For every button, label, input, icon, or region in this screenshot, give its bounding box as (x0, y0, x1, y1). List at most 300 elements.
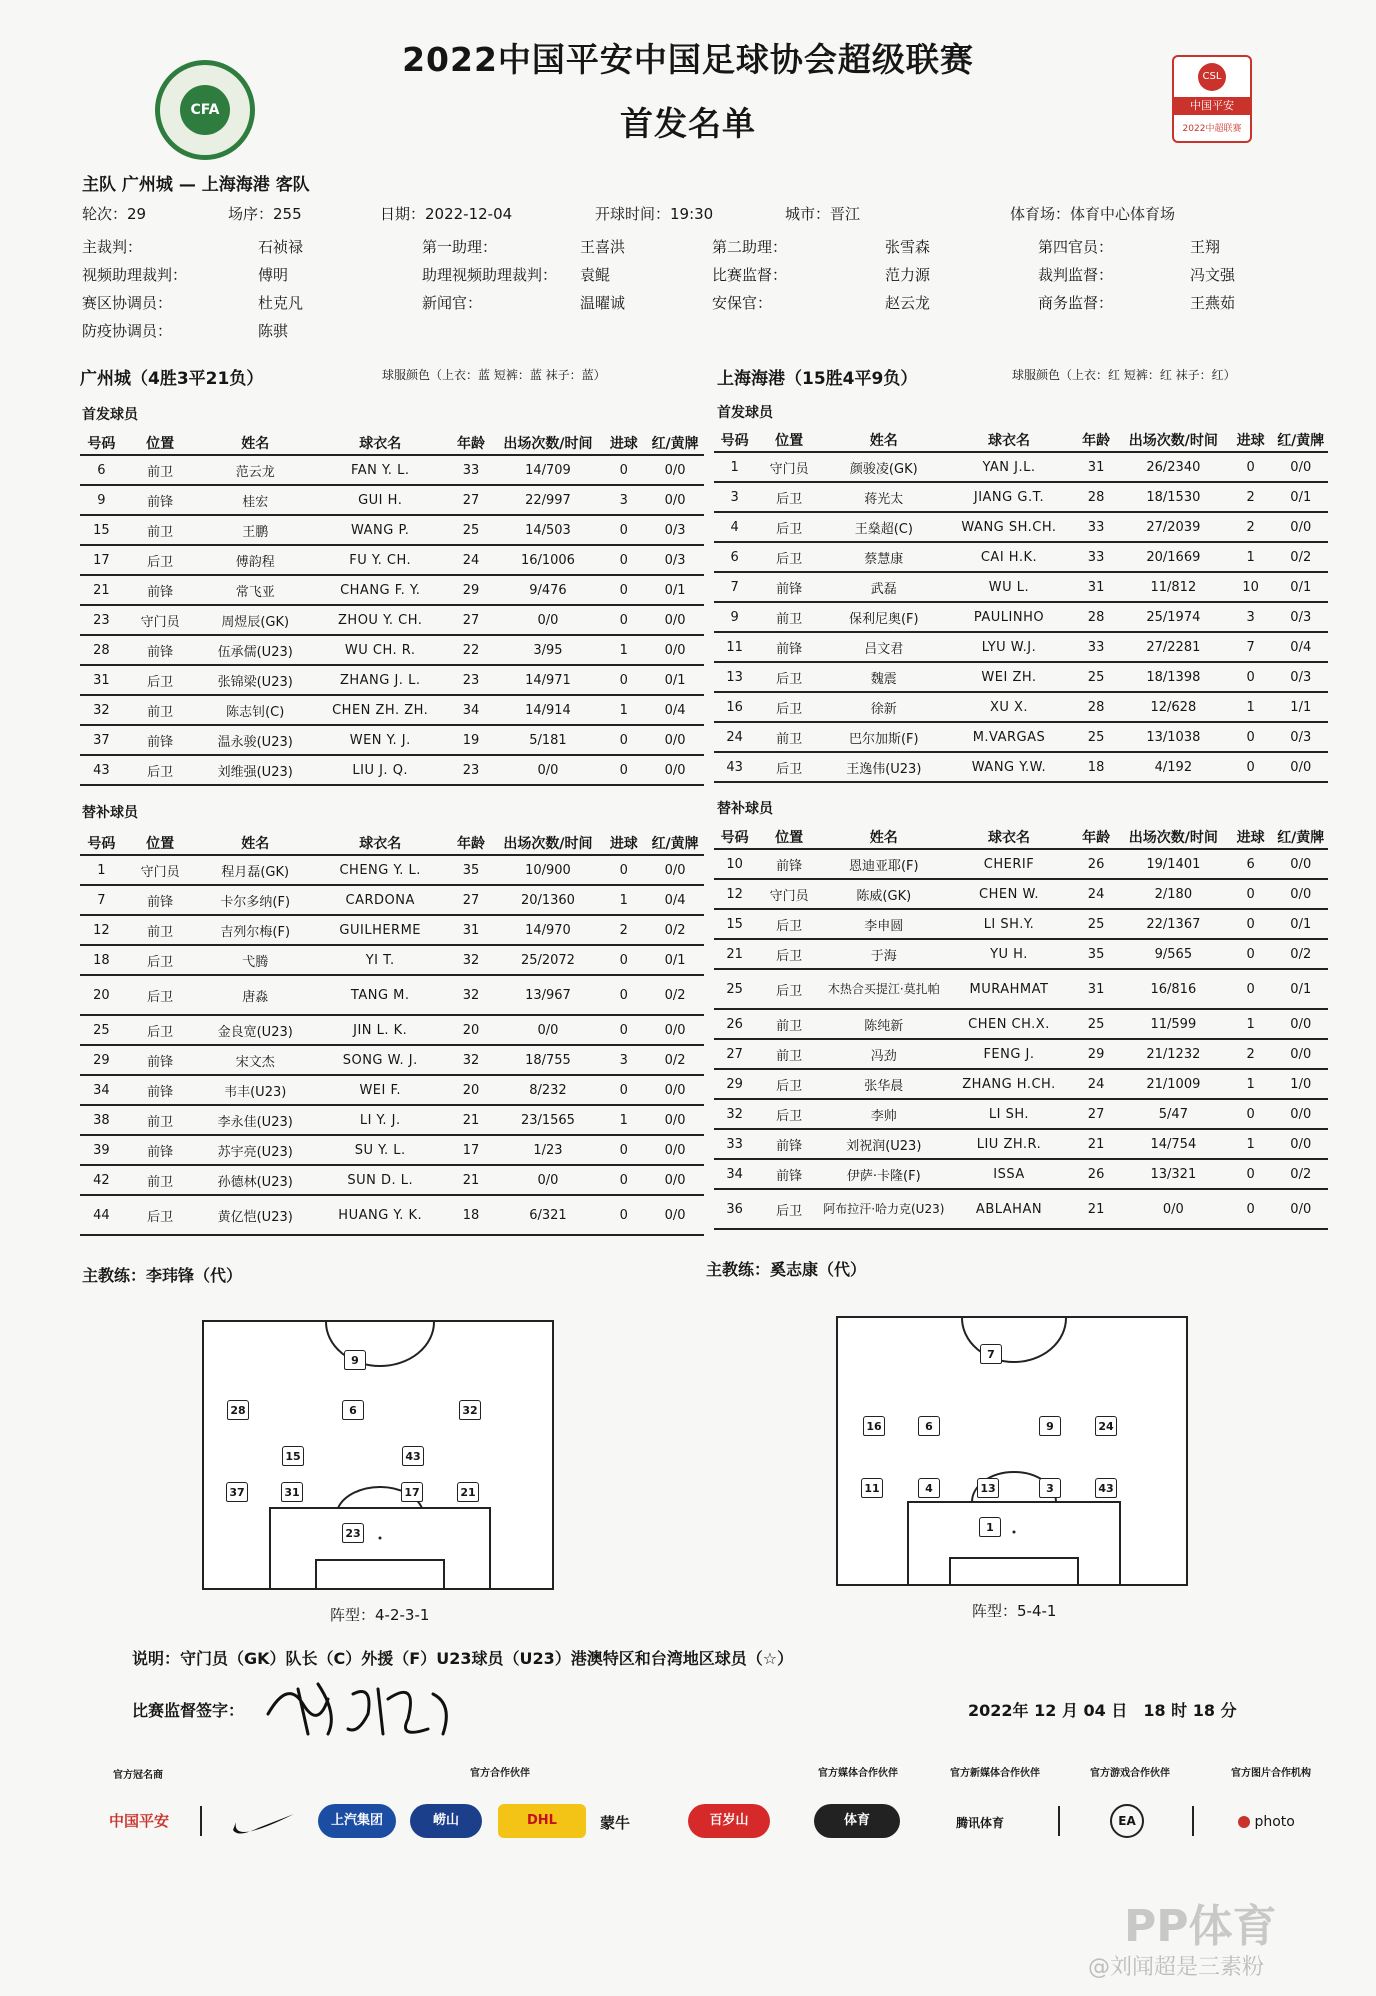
player-name: 王逸伟(U23) (823, 752, 945, 782)
player-goals: 6 (1228, 849, 1274, 879)
player-appearances: 4/192 (1119, 752, 1228, 782)
column-header: 号码 (80, 832, 123, 855)
player-position: 前卫 (123, 455, 198, 485)
player-appearances: 11/599 (1119, 1009, 1228, 1039)
player-name: 傅韵程 (198, 545, 313, 575)
player-age: 33 (1073, 542, 1119, 572)
player-row (80, 515, 704, 545)
ar2-label: 第二助理： (712, 238, 788, 256)
player-name: 周煜辰(GK) (198, 605, 313, 635)
player-appearances: 16/1006 (495, 545, 602, 575)
player-number: 13 (714, 662, 755, 692)
partner-logo: 蒙牛 (600, 1814, 631, 1832)
home-subs-table (80, 832, 704, 1236)
player-number: 16 (714, 692, 755, 722)
jersey-icon: 21 (457, 1482, 479, 1502)
player-age: 33 (1073, 512, 1119, 542)
player-cards: 0/0 (1274, 752, 1328, 782)
jersey-icon: 9 (1039, 1416, 1061, 1436)
player-shirt-name: ZHANG J. L. (313, 665, 448, 695)
media-partner-label: 官方媒体合作伙伴 (818, 1768, 898, 1779)
home-subs-label: 替补球员 (82, 805, 138, 821)
commercial-supervisor: 王燕茹 (1190, 294, 1236, 312)
column-header: 进球 (601, 832, 646, 855)
player-age: 31 (1073, 969, 1119, 1009)
player-row (714, 482, 1328, 512)
player-age: 24 (1073, 1069, 1119, 1099)
player-shirt-name: FAN Y. L. (313, 455, 448, 485)
player-number: 26 (714, 1009, 755, 1039)
player-name: 伊萨·卡隆(F) (823, 1159, 945, 1189)
player-position: 后卫 (755, 1189, 822, 1229)
column-header: 号码 (80, 432, 123, 455)
player-position: 前锋 (123, 635, 198, 665)
jersey-icon: 17 (401, 1482, 423, 1502)
player-age: 25 (1073, 1009, 1119, 1039)
player-shirt-name: WANG SH.CH. (945, 512, 1073, 542)
player-position: 后卫 (755, 692, 822, 722)
player-cards: 0/3 (1274, 722, 1328, 752)
player-appearances: 0/0 (495, 1165, 602, 1195)
away-kit-colors: 球服颜色（上衣：红 短裤：红 袜子：红） (1012, 368, 1236, 382)
csl-logo (1172, 55, 1252, 143)
player-appearances: 21/1232 (1119, 1039, 1228, 1069)
gaming-partner-logo: EA (1110, 1804, 1144, 1838)
player-cards: 0/1 (646, 665, 704, 695)
referee-supervisor-label: 裁判监督： (1038, 266, 1114, 284)
ar1: 王喜洪 (580, 238, 626, 256)
player-number: 32 (714, 1099, 755, 1129)
player-shirt-name: JIANG G.T. (945, 482, 1073, 512)
away-label: 客队 (275, 175, 310, 195)
player-position: 前卫 (755, 1009, 822, 1039)
security-officer-label: 安保官： (712, 294, 773, 312)
player-cards: 0/0 (1274, 452, 1328, 482)
player-number: 25 (714, 969, 755, 1009)
player-position: 前锋 (755, 1159, 822, 1189)
player-name: 王鹏 (198, 515, 313, 545)
player-row (714, 602, 1328, 632)
column-header: 红/黄牌 (1274, 429, 1328, 452)
player-name: 李永佳(U23) (198, 1105, 313, 1135)
title-sponsor-logo: 中国平安 (108, 1812, 169, 1830)
player-shirt-name: WU CH. R. (313, 635, 448, 665)
home-team-header: 广州城（4胜3平21负） (80, 369, 264, 389)
player-appearances: 10/900 (495, 855, 602, 885)
home-starting-table (80, 432, 704, 786)
kickoff-time: 开球时间：19:30 (595, 205, 714, 223)
player-name: 张华晨 (823, 1069, 945, 1099)
player-position: 前卫 (123, 695, 198, 725)
new-media-partner-logo: 腾讯体育 (956, 1816, 1005, 1830)
watermark-brand: PP体育 (1124, 1901, 1277, 1952)
player-appearances: 14/709 (495, 455, 602, 485)
player-row (80, 605, 704, 635)
jersey-icon: 7 (980, 1344, 1002, 1364)
player-goals: 3 (601, 485, 646, 515)
home-formation: 阵型：4-2-3-1 (330, 1606, 430, 1624)
column-header: 出场次数/时间 (495, 832, 602, 855)
ar1-label: 第一助理： (422, 238, 498, 256)
player-number: 11 (714, 632, 755, 662)
player-position: 前卫 (755, 722, 822, 752)
csl-logo-sub: 2022中超联赛 (1182, 124, 1242, 134)
player-shirt-name: LI SH.Y. (945, 909, 1073, 939)
jersey-icon: 16 (863, 1416, 885, 1436)
player-position: 前锋 (755, 632, 822, 662)
player-name: 苏宇亮(U23) (198, 1135, 313, 1165)
player-row (80, 1135, 704, 1165)
divider (200, 1806, 202, 1836)
player-position: 后卫 (755, 482, 822, 512)
player-row (80, 545, 704, 575)
home-label: 主队 (82, 175, 116, 195)
player-goals: 0 (601, 575, 646, 605)
player-number: 31 (80, 665, 123, 695)
player-row (714, 752, 1328, 782)
player-appearances: 0/0 (1119, 1189, 1228, 1229)
player-goals: 0 (1228, 752, 1274, 782)
player-name: 李申圆 (823, 909, 945, 939)
photo-dot-icon (1238, 1816, 1250, 1828)
player-position: 前卫 (755, 1039, 822, 1069)
player-number: 1 (714, 452, 755, 482)
column-header: 姓名 (198, 832, 313, 855)
player-row (714, 1159, 1328, 1189)
player-goals: 0 (1228, 969, 1274, 1009)
player-appearances: 18/1398 (1119, 662, 1228, 692)
player-number: 15 (714, 909, 755, 939)
photo-partner-text: photo (1254, 1814, 1295, 1830)
player-position: 前锋 (123, 1045, 198, 1075)
player-age: 20 (448, 1075, 495, 1105)
player-row (714, 879, 1328, 909)
player-row (80, 885, 704, 915)
player-name: 桂宏 (198, 485, 313, 515)
jersey-icon: 43 (402, 1446, 424, 1466)
player-age: 25 (448, 515, 495, 545)
ar2: 张雪森 (885, 238, 931, 256)
player-appearances: 21/1009 (1119, 1069, 1228, 1099)
player-goals: 1 (601, 695, 646, 725)
player-number: 32 (80, 695, 123, 725)
column-header: 姓名 (823, 826, 945, 849)
player-shirt-name: CHEN ZH. ZH. (313, 695, 448, 725)
player-goals: 1 (601, 885, 646, 915)
player-number: 7 (80, 885, 123, 915)
player-appearances: 8/232 (495, 1075, 602, 1105)
player-number: 7 (714, 572, 755, 602)
var-label: 视频助理裁判： (82, 266, 188, 284)
player-shirt-name: LIU ZH.R. (945, 1129, 1073, 1159)
player-cards: 0/3 (1274, 662, 1328, 692)
player-cards: 0/1 (646, 575, 704, 605)
jersey-icon: 43 (1095, 1478, 1117, 1498)
player-cards: 0/0 (646, 855, 704, 885)
player-age: 21 (448, 1165, 495, 1195)
player-goals: 0 (601, 545, 646, 575)
player-row (80, 1105, 704, 1135)
player-number: 6 (714, 542, 755, 572)
player-name: 温永骏(U23) (198, 725, 313, 755)
player-cards: 0/1 (1274, 482, 1328, 512)
player-name: 蒋光太 (823, 482, 945, 512)
teams-line (82, 170, 310, 195)
player-cards: 0/4 (646, 885, 704, 915)
player-appearances: 19/1401 (1119, 849, 1228, 879)
player-goals: 2 (601, 915, 646, 945)
round: 轮次：29 (82, 205, 147, 223)
player-appearances: 11/812 (1119, 572, 1228, 602)
player-shirt-name: CHEN CH.X. (945, 1009, 1073, 1039)
player-position: 后卫 (755, 909, 822, 939)
player-shirt-name: CHEN W. (945, 879, 1073, 909)
player-goals: 0 (601, 1075, 646, 1105)
player-appearances: 27/2039 (1119, 512, 1228, 542)
player-position: 前锋 (755, 572, 822, 602)
player-cards: 0/0 (646, 1165, 704, 1195)
player-goals: 0 (601, 975, 646, 1015)
player-goals: 0 (601, 755, 646, 785)
player-goals: 1 (1228, 1129, 1274, 1159)
player-name: 保利尼奥(F) (823, 602, 945, 632)
column-header: 姓名 (823, 429, 945, 452)
player-cards: 0/0 (1274, 1189, 1328, 1229)
player-appearances: 20/1669 (1119, 542, 1228, 572)
player-goals: 1 (601, 635, 646, 665)
player-appearances: 1/23 (495, 1135, 602, 1165)
media-partner-logo: 体育 (814, 1804, 900, 1838)
player-position: 后卫 (123, 975, 198, 1015)
press-officer: 温曜诚 (580, 294, 626, 312)
player-goals: 1 (601, 1105, 646, 1135)
player-row (80, 1015, 704, 1045)
jersey-icon: 13 (977, 1478, 999, 1498)
player-position: 后卫 (123, 665, 198, 695)
title-sponsor-label: 官方冠名商 (113, 1770, 163, 1781)
player-shirt-name: FU Y. CH. (313, 545, 448, 575)
player-age: 33 (448, 455, 495, 485)
signature-scribble (258, 1674, 468, 1744)
player-shirt-name: GUI H. (313, 485, 448, 515)
player-appearances: 5/47 (1119, 1099, 1228, 1129)
player-goals: 0 (601, 1135, 646, 1165)
away-subs-label: 替补球员 (717, 801, 773, 817)
player-number: 37 (80, 725, 123, 755)
player-number: 21 (714, 939, 755, 969)
player-goals: 1 (1228, 1069, 1274, 1099)
player-shirt-name: ABLAHAN (945, 1189, 1073, 1229)
player-age: 25 (1073, 909, 1119, 939)
player-cards: 0/2 (646, 975, 704, 1015)
player-goals: 10 (1228, 572, 1274, 602)
player-position: 守门员 (755, 452, 822, 482)
player-age: 26 (1073, 1159, 1119, 1189)
document-title: 2022中国平安中国足球协会超级联赛 (402, 40, 974, 79)
epidemic-coordinator: 陈骐 (258, 322, 289, 340)
player-appearances: 18/755 (495, 1045, 602, 1075)
player-cards: 0/2 (1274, 939, 1328, 969)
player-cards: 0/3 (1274, 602, 1328, 632)
player-goals: 0 (1228, 1189, 1274, 1229)
new-media-partner-label: 官方新媒体合作伙伴 (950, 1768, 1040, 1779)
player-row (80, 975, 704, 1015)
player-row (80, 1195, 704, 1235)
player-goals: 0 (1228, 939, 1274, 969)
player-row (714, 692, 1328, 722)
player-number: 3 (714, 482, 755, 512)
player-row (80, 725, 704, 755)
match-supervisor-label: 比赛监督： (712, 266, 788, 284)
player-shirt-name: WEI F. (313, 1075, 448, 1105)
player-row (80, 665, 704, 695)
home-coach: 主教练：李玮锋（代） (82, 1266, 243, 1285)
player-appearances: 14/754 (1119, 1129, 1228, 1159)
column-header: 姓名 (198, 432, 313, 455)
player-goals: 0 (1228, 879, 1274, 909)
player-goals: 3 (1228, 602, 1274, 632)
player-name: 常飞亚 (198, 575, 313, 605)
player-number: 21 (80, 575, 123, 605)
signature-label: 比赛监督签字： (132, 1701, 245, 1720)
player-name: 恩迪亚耶(F) (823, 849, 945, 879)
player-position: 前卫 (123, 515, 198, 545)
player-name: 颜骏凌(GK) (823, 452, 945, 482)
player-appearances: 13/1038 (1119, 722, 1228, 752)
player-shirt-name: HUANG Y. K. (313, 1195, 448, 1235)
photo-partner-label: 官方图片合作机构 (1231, 1768, 1311, 1779)
player-goals: 3 (601, 1045, 646, 1075)
column-header: 球衣名 (945, 429, 1073, 452)
player-position: 后卫 (123, 755, 198, 785)
player-cards: 0/0 (1274, 1009, 1328, 1039)
jersey-icon: 37 (226, 1482, 248, 1502)
document-subtitle: 首发名单 (620, 104, 756, 143)
player-appearances: 26/2340 (1119, 452, 1228, 482)
player-goals: 7 (1228, 632, 1274, 662)
player-shirt-name: WANG P. (313, 515, 448, 545)
player-row (714, 572, 1328, 602)
jersey-icon: 28 (227, 1400, 249, 1420)
column-header: 出场次数/时间 (1119, 429, 1228, 452)
player-number: 25 (80, 1015, 123, 1045)
player-appearances: 5/181 (495, 725, 602, 755)
player-age: 17 (448, 1135, 495, 1165)
player-row (714, 1069, 1328, 1099)
column-header: 红/黄牌 (1274, 826, 1328, 849)
player-appearances: 18/1530 (1119, 482, 1228, 512)
partner-logo: 百岁山 (688, 1804, 770, 1838)
column-header: 进球 (601, 432, 646, 455)
player-cards: 0/0 (1274, 849, 1328, 879)
player-goals: 0 (1228, 662, 1274, 692)
player-shirt-name: PAULINHO (945, 602, 1073, 632)
player-cards: 0/0 (646, 1195, 704, 1235)
player-position: 前锋 (123, 1075, 198, 1105)
player-age: 28 (1073, 482, 1119, 512)
player-shirt-name: LI Y. J. (313, 1105, 448, 1135)
player-cards: 0/1 (1274, 969, 1328, 1009)
venue-coordinator: 杜克凡 (258, 294, 304, 312)
player-position: 前锋 (123, 485, 198, 515)
player-age: 29 (1073, 1039, 1119, 1069)
player-age: 31 (1073, 572, 1119, 602)
jersey-icon: 1 (979, 1517, 1001, 1537)
player-cards: 0/3 (646, 545, 704, 575)
player-number: 43 (80, 755, 123, 785)
player-number: 29 (80, 1045, 123, 1075)
player-cards: 0/0 (1274, 1129, 1328, 1159)
player-row (714, 969, 1328, 1009)
player-position: 后卫 (123, 1015, 198, 1045)
player-shirt-name: SONG W. J. (313, 1045, 448, 1075)
partner-logo: DHL (498, 1804, 586, 1838)
player-row (714, 1009, 1328, 1039)
player-number: 18 (80, 945, 123, 975)
player-name: 蔡慧康 (823, 542, 945, 572)
player-goals: 1 (1228, 542, 1274, 572)
venue-coordinator-label: 赛区协调员： (82, 294, 173, 312)
player-shirt-name: LI SH. (945, 1099, 1073, 1129)
player-number: 10 (714, 849, 755, 879)
player-age: 24 (448, 545, 495, 575)
player-cards: 0/0 (646, 1075, 704, 1105)
signed-date: 2022年 12 月 04 日 18 时 18 分 (968, 1701, 1237, 1720)
player-shirt-name: WANG Y.W. (945, 752, 1073, 782)
column-header: 号码 (714, 826, 755, 849)
player-age: 35 (1073, 939, 1119, 969)
player-goals: 2 (1228, 1039, 1274, 1069)
player-row (714, 662, 1328, 692)
away-formation: 阵型：5-4-1 (972, 1602, 1057, 1620)
player-number: 20 (80, 975, 123, 1015)
player-cards: 0/0 (646, 485, 704, 515)
player-position: 前卫 (755, 602, 822, 632)
player-row (714, 909, 1328, 939)
column-header: 进球 (1228, 826, 1274, 849)
player-number: 23 (80, 605, 123, 635)
away-formation-pitch (836, 1316, 1188, 1586)
player-goals: 0 (1228, 1099, 1274, 1129)
player-cards: 0/2 (646, 915, 704, 945)
partner-logo: 崂山 (410, 1804, 482, 1838)
player-goals: 0 (601, 855, 646, 885)
player-cards: 0/0 (646, 1105, 704, 1135)
player-goals: 0 (601, 605, 646, 635)
player-shirt-name: CARDONA (313, 885, 448, 915)
player-appearances: 13/967 (495, 975, 602, 1015)
jersey-icon: 9 (344, 1350, 366, 1370)
player-goals: 0 (601, 1195, 646, 1235)
player-cards: 0/0 (646, 635, 704, 665)
home-starting-label: 首发球员 (82, 407, 138, 423)
player-name: 武磊 (823, 572, 945, 602)
player-cards: 1/1 (1274, 692, 1328, 722)
player-appearances: 22/997 (495, 485, 602, 515)
player-cards: 0/1 (646, 945, 704, 975)
player-name: 魏震 (823, 662, 945, 692)
player-position: 前锋 (123, 885, 198, 915)
player-shirt-name: MURAHMAT (945, 969, 1073, 1009)
player-cards: 1/0 (1274, 1069, 1328, 1099)
player-age: 27 (448, 885, 495, 915)
player-position: 后卫 (755, 752, 822, 782)
jersey-icon: 15 (282, 1446, 304, 1466)
player-row (80, 915, 704, 945)
player-number: 29 (714, 1069, 755, 1099)
player-age: 29 (448, 575, 495, 605)
player-number: 28 (80, 635, 123, 665)
